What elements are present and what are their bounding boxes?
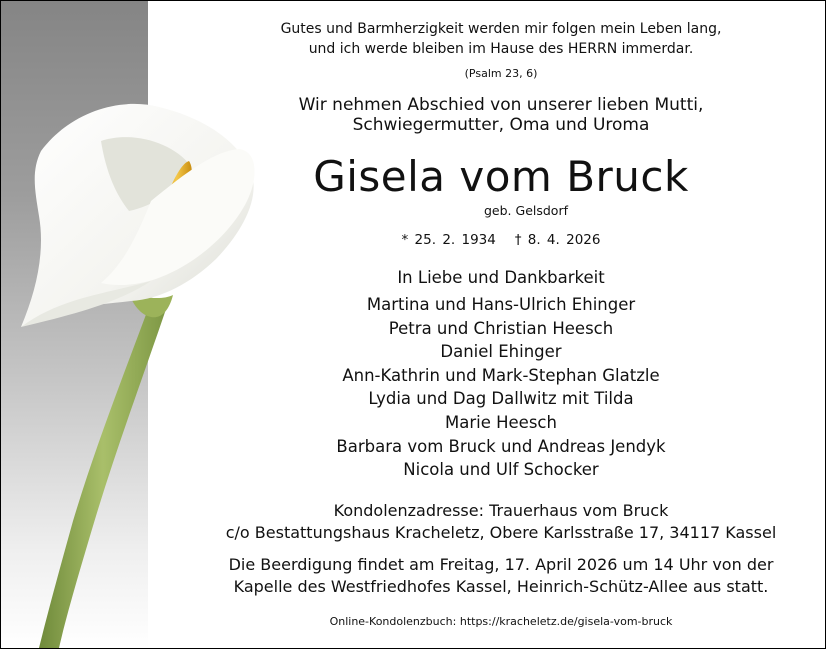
- life-dates: * 25. 2. 1934 † 8. 4. 2026: [401, 232, 601, 248]
- mourner-name: Petra und Christian Heesch: [388, 318, 614, 338]
- verse-line-2: und ich werde bleiben im Hause des HERRN immerdar.: [308, 41, 694, 57]
- mourner-name: Lydia und Dag Dallwitz mit Tilda: [368, 389, 634, 409]
- funeral-line-2: Kapelle des Westfriedhofes Kassel, Heinrich-Schütz-Allee aus statt.: [233, 577, 769, 596]
- intro-line-2: Schwiegermutter, Oma und Uroma: [352, 115, 650, 135]
- mourner-name: Martina und Hans-Ulrich Ehinger: [366, 295, 636, 314]
- mourner-name: Daniel Ehinger: [440, 342, 562, 362]
- condolence-line-1: Kondolenzadresse: Trauerhaus vom Bruck: [333, 501, 669, 520]
- funeral-line-1: Die Beerdigung findet am Freitag, 17. April 2026 um 14 Uhr von der: [228, 555, 774, 574]
- verse-line-1: Gutes und Barmherzigkeit werden mir folgen mein Leben lang,: [280, 21, 722, 37]
- mourner-name: Ann-Kathrin und Mark-Stephan Glatzle: [342, 365, 660, 385]
- online-condolence-link[interactable]: Online-Kondolenzbuch: https://kracheletz.de/gisela-vom-bruck: [329, 615, 673, 628]
- mourners-heading: In Liebe und Dankbarkeit: [397, 268, 605, 287]
- condolence-line-2: c/o Bestattungshaus Kracheletz, Obere Karlsstraße 17, 34117 Kassel: [225, 523, 777, 542]
- intro-line-1: Wir nehmen Abschied von unserer lieben Mutti,: [298, 95, 704, 115]
- deceased-name: Gisela vom Bruck: [313, 152, 689, 201]
- mourner-name: Marie Heesch: [445, 412, 557, 432]
- birth-name: geb. Gelsdorf: [484, 203, 568, 218]
- mourners-list: [181, 293, 821, 482]
- mourner-name: Nicola und Ulf Schocker: [403, 460, 599, 480]
- mourner-name: Barbara vom Bruck und Andreas Jendyk: [336, 436, 666, 456]
- verse-source: (Psalm 23, 6): [464, 67, 538, 80]
